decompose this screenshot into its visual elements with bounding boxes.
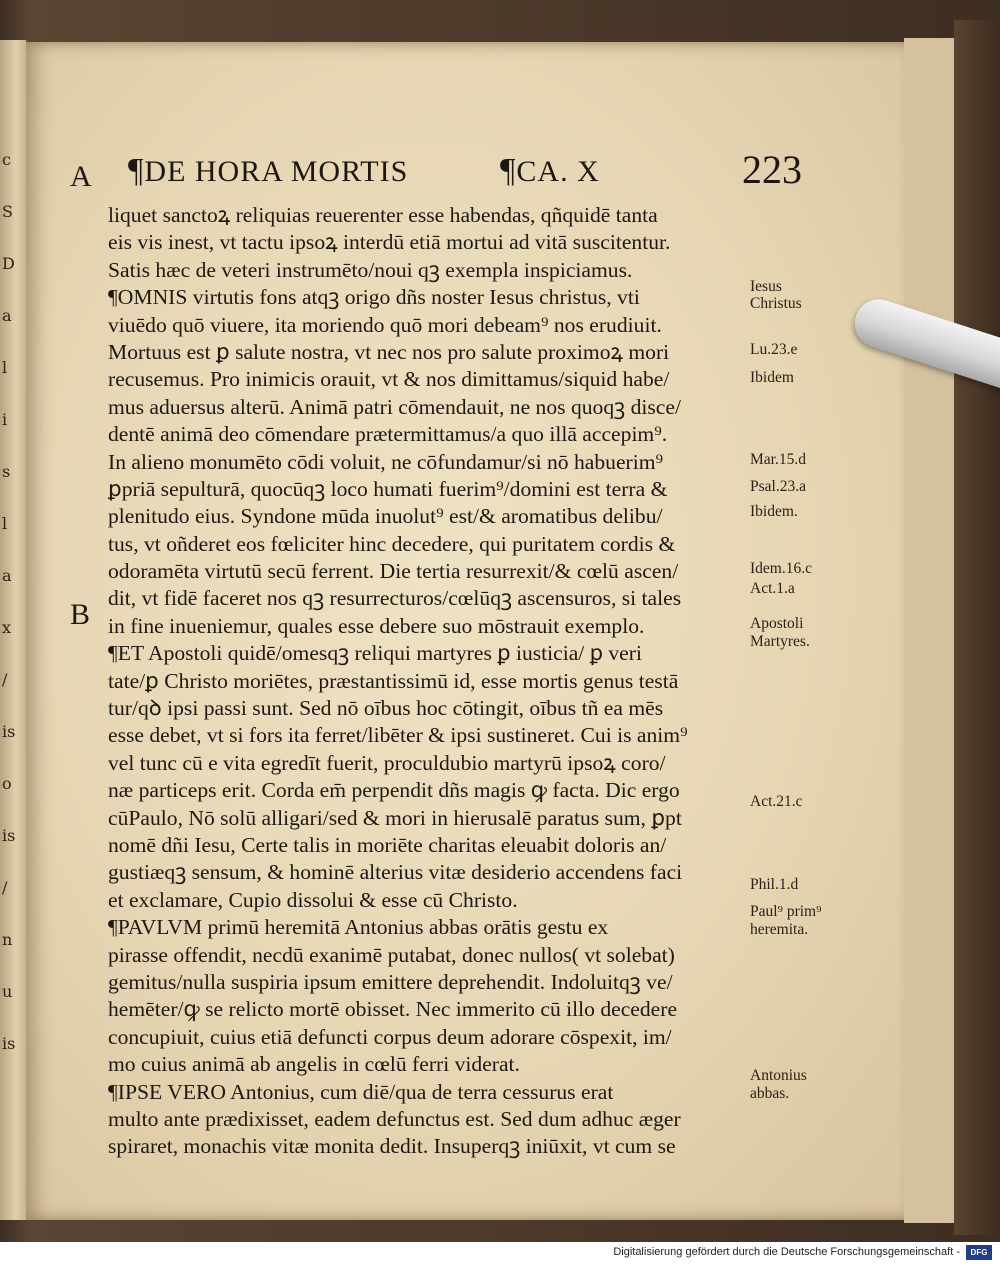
section-letter-a: A (70, 160, 92, 193)
text-line: viuēdo quō viuere, ita moriendo quō mori debeam⁹ nos erudiuit. (108, 312, 662, 337)
text-line: tur/qꝺ ipsi passi sunt. Sed nō oībus hoc cōtingit, oībus tñ ea mēs (108, 696, 664, 721)
margin-note: Antonius (750, 1067, 807, 1085)
left-page-fragment: is (2, 826, 16, 845)
page-edges (904, 38, 957, 1223)
pilcrow-mark: ¶ (500, 152, 517, 189)
text-line: Mortuus est ꝑ salute nostra, vt nec nos pro salute proximoꝝ mori (108, 339, 670, 364)
text-line: tus, vt oñderet eos fœliciter hinc decedere, qui puritatem cordis & (108, 531, 676, 556)
left-page-fragment: S (2, 202, 13, 221)
margin-note: Ibidem (750, 368, 794, 386)
margin-note: Act.21.c (750, 793, 803, 811)
text-line: hemēter/ꝙ se relicto mortē obisset. Nec immerito cū illo decedere (108, 997, 678, 1022)
text-line: mus aduersus alterū. Animā patri cōmendauit, ne nos quoqꝫ disce/ (108, 394, 681, 419)
margin-note: Idem.16.c (750, 560, 812, 578)
running-title-text: DE HORA MORTIS (144, 155, 409, 188)
text-line: dentē animā deo cōmendare prætermittamus/a quo illā accepim⁹. (108, 422, 668, 447)
margin-note: Martyres. (750, 633, 810, 651)
text-line: In alieno monumēto cōdi voluit, ne cōfundamur/si nō habuerim⁹ (108, 449, 664, 474)
left-page-fragment: l (2, 358, 8, 377)
text-line: concupiuit, cuius etiā defuncti corpus deum adorare cōspexit, im/ (108, 1024, 672, 1049)
text-line: ¶IPSE VERO Antonius, cum diē/qua de terra cessurus erat (108, 1079, 614, 1104)
left-page-fragment: u (2, 982, 13, 1001)
text-line: gemitus/nulla suspiria ipsum emittere deprehendit. Indoluitqꝫ ve/ (108, 969, 673, 994)
left-page-fragment: D (2, 254, 15, 273)
left-page-edge (0, 40, 28, 1220)
text-line: esse debet, vt si fors ita ferret/libēter & ipsi sustineret. Cui is anim⁹ (108, 723, 688, 748)
text-line: dit, vt fidē faceret nos qꝫ resurrecturos/cœlūqꝫ ascensuros, si tales (108, 586, 682, 611)
margin-note: Christus (750, 294, 802, 312)
text-line: ꝑpriā sepulturā, quocūqꝫ loco humati fuerim⁹/domini est terra & (108, 476, 668, 501)
text-line: pirasse offendit, necdū exanimē putabat, donec nullos( vt solebat) (108, 942, 675, 967)
left-page-fragment: s (2, 462, 11, 481)
text-line: in fine inueniemur, quales esse debere suo mōstrauit exemplo. (108, 613, 645, 638)
text-line: Satis hæc de veteri instrumēto/noui qꝫ exempla inspiciamus. (108, 257, 633, 282)
text-line: ¶PAVLVM primū heremitā Antonius abbas orātis gestu ex (108, 915, 609, 940)
text-line: cūPaulo, Nō solū alligari/sed & mori in hierusalē paratus sum, ꝑpt (108, 805, 682, 830)
text-line: ¶OMNIS virtutis fons atqꝫ origo dñs noster Iesus christus, vti (108, 285, 640, 310)
margin-note: Ibidem. (750, 502, 798, 520)
text-line: liquet sanctoꝝ reliquias reuerenter esse habendas, qñquidē tanta (108, 203, 658, 227)
margin-note: heremita. (750, 920, 809, 938)
left-page-fragment: is (2, 722, 16, 741)
footer (0, 1242, 1000, 1264)
left-page-fragment: c (2, 150, 11, 169)
margin-note: Lu.23.e (750, 341, 798, 359)
page (26, 42, 914, 1220)
running-head (128, 147, 828, 194)
book-cover (954, 20, 1000, 1235)
text-line: multo ante prædixisset, eadem defunctus est. Sed dum adhuc æger (108, 1106, 681, 1131)
text-line: eis vis inest, vt tactu ipsoꝝ interdū etiā mortui ad vitā suscitentur. (108, 230, 671, 255)
text-line: recusemus. Pro inimicis orauit, vt & nos dimittamus/siquid habe/ (108, 367, 670, 392)
left-page-fragment: a (2, 306, 12, 325)
margin-note: abbas. (750, 1085, 790, 1103)
footer-credit: Digitalisierung gefördert durch die Deutsche Forschungsgemeinschaft - (613, 1246, 960, 1258)
margin-note: Apostoli (750, 615, 804, 633)
running-title (128, 152, 408, 190)
left-page-fragment: x (2, 618, 12, 637)
margin-note: Phil.1.d (750, 875, 799, 893)
left-page-fragment: a (2, 566, 12, 585)
text-line: tate/ꝑ Christo moriētes, præstantissimū id, esse mortis genus testā (108, 668, 679, 693)
left-page-fragment: n (2, 930, 13, 949)
dfg-logo: DFG (966, 1245, 992, 1260)
body-text (108, 202, 756, 1161)
section-letter-b: B (70, 598, 91, 631)
text-line: odoramēta virtutū secū ferrent. Die tertia resurrexit/& cœlū ascen/ (108, 559, 679, 584)
left-page-fragment: / (2, 670, 8, 689)
text-line: ¶ET Apostoli quidē/omesqꝫ reliqui martyres ꝑ iusticia/ ꝑ veri (108, 641, 642, 666)
margin-note: Paul⁹ prim⁹ (750, 902, 822, 920)
text-line: spiraret, monachis vitæ monita dedit. Insuperqꝫ iniūxit, vt cum se (108, 1134, 676, 1159)
text-line: vel tunc cū e vita egredīt fuerit, proculdubio martyrū ipsoꝝ coro/ (108, 750, 666, 775)
text-line: mo cuius animā ab angelis in cœlū ferri viderat. (108, 1052, 520, 1077)
margin-note: Act.1.a (750, 579, 795, 597)
chapter-label-text: CA. X (516, 155, 600, 188)
left-page-fragment: l (2, 514, 8, 533)
left-page-fragment: i (2, 410, 8, 429)
pilcrow-mark: ¶ (128, 152, 145, 189)
margin-note: Iesus (750, 278, 782, 296)
margin-note: Psal.23.a (750, 478, 806, 496)
left-page-fragment: o (2, 774, 12, 793)
text-line: plenitudo eius. Syndone mūda inuolut⁹ est/& aromatibus delibu/ (108, 504, 663, 529)
left-page-fragment: / (2, 878, 8, 897)
text-line: nomē dñi Iesu, Certe talis in moriēte charitas eleuabit doloris an/ (108, 832, 667, 857)
left-page-fragment: is (2, 1034, 16, 1053)
text-line: næ particeps erit. Corda em̄ perpendit dñs magis ꝙ facta. Dic ergo (108, 778, 680, 803)
folio-number: 223 (742, 147, 802, 192)
margin-note: Mar.15.d (750, 450, 806, 468)
text-line: et exclamare, Cupio dissolui & esse cū Christo. (108, 887, 518, 912)
chapter-label (500, 152, 600, 190)
text-line: gustiæqꝫ sensum, & hominē alterius vitæ desiderio accendens faci (108, 860, 683, 885)
